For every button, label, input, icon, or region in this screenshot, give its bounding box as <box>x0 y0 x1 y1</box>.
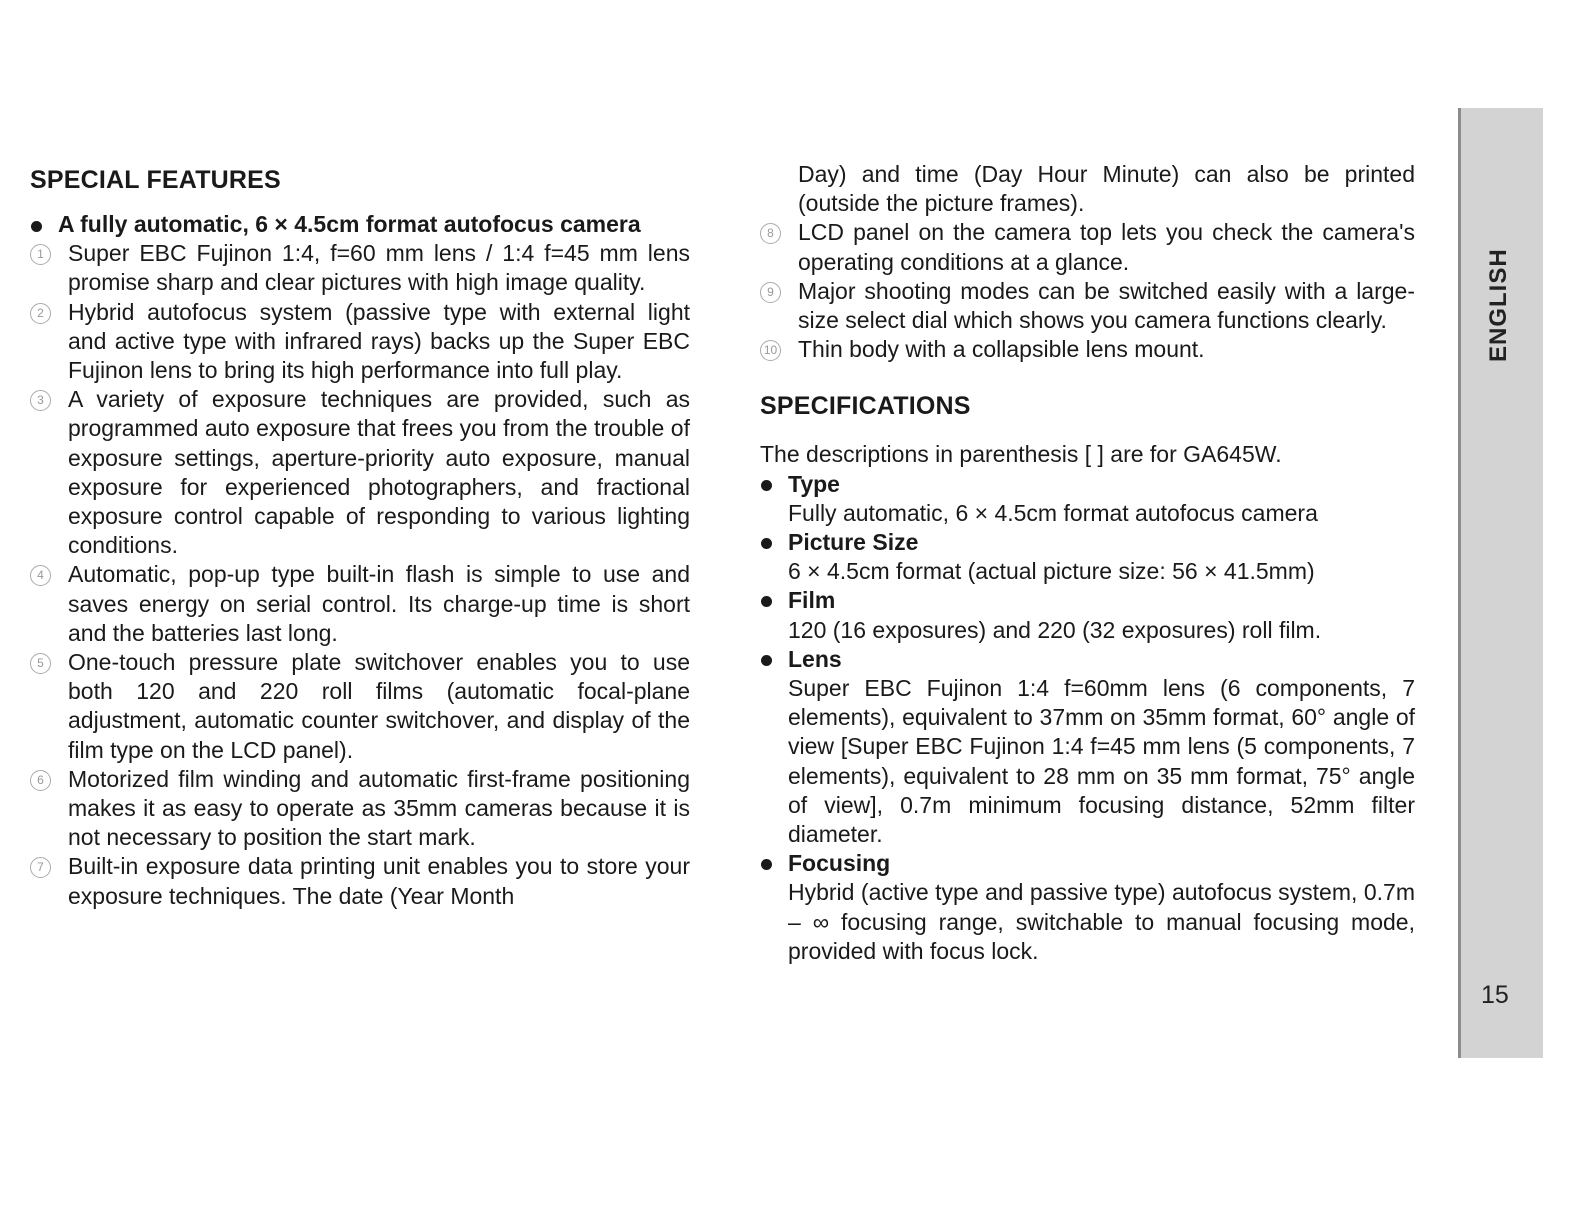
spec-name: Picture Size <box>760 528 1415 557</box>
spec-name: Focusing <box>760 849 1415 878</box>
number-circle-icon: 6 <box>30 770 51 791</box>
language-tab <box>1458 108 1543 1058</box>
number-circle-icon: 8 <box>760 223 781 244</box>
feature-item <box>760 277 1415 335</box>
spec-value: Super EBC Fujinon 1:4 f=60mm lens (6 components, 7 elements), equivalent to 37mm on 35mm format, 60° angle of view [Super EBC Fujinon 1:4 f=45 mm lens (5 components, 7 elements), equivalent to 28 mm on 35 mm format, 75° angle of view], 0.7m minimum focusing distance, 52mm filter diameter. <box>788 675 1415 848</box>
feature-item <box>30 385 690 560</box>
number-circle-icon: 5 <box>30 653 51 674</box>
specifications-intro: The descriptions in parenthesis [ ] are for GA645W. <box>760 441 1282 468</box>
number-circle-icon: 7 <box>30 857 51 878</box>
feature-text: Hybrid autofocus system (passive type with external light and active type with infrared rays) backs up the Super EBC Fujinon lens to bring its high performance into full play. <box>68 298 690 384</box>
spec-value: 120 (16 exposures) and 220 (32 exposures) roll film. <box>788 616 1322 643</box>
spec-name: Film <box>760 586 1415 615</box>
feature-text: Automatic, pop-up type built-in flash is simple to use and saves energy on serial control. Its charge-up time is short and the batteries last long. <box>68 561 690 646</box>
feature-text: A variety of exposure techniques are provided, such as programmed auto exposure that frees you from the trouble of exposure settings, aperture-priority auto exposure, manual exposure for experienced photographers, and fractional exposure control capable of responding to various lighting conditions. <box>68 386 690 559</box>
number-circle-icon: 2 <box>30 303 51 324</box>
feature-item <box>30 852 690 910</box>
spec-name: Lens <box>760 645 1415 674</box>
number-circle-icon: 1 <box>30 244 51 265</box>
spec-value: Hybrid (active type and passive type) autofocus system, 0.7m – ∞ focusing range, switchable to manual focusing mode, provided with focus lock. <box>788 879 1415 964</box>
feature-text: Thin body with a collapsible lens mount. <box>798 336 1205 363</box>
language-label: ENGLISH <box>1485 248 1512 362</box>
special-features-heading: SPECIAL FEATURES <box>30 166 281 194</box>
feature-text: One-touch pressure plate switchover enables you to use both 120 and 220 roll films (automatic focal-plane adjustment, automatic counter switchover, and display of the film type on the LCD panel). <box>68 649 690 763</box>
number-circle-icon: 3 <box>30 390 51 411</box>
number-circle-icon: 10 <box>760 340 781 361</box>
specifications-heading: SPECIFICATIONS <box>760 392 971 421</box>
features-lead: A fully automatic, 6 × 4.5cm format autofocus camera <box>30 210 690 239</box>
spec-item <box>760 849 1415 966</box>
feature-item <box>760 218 1415 276</box>
spec-value: Fully automatic, 6 × 4.5cm format autofocus camera <box>788 499 1318 526</box>
feature-text: Major shooting modes can be switched easily with a large-size select dial which shows you camera functions clearly. <box>798 277 1415 334</box>
feature-text: Motorized film winding and automatic first-frame positioning makes it as easy to operate as 35mm cameras because it is not necessary to position the start mark. <box>68 765 690 851</box>
feature-item <box>30 239 690 297</box>
feature-text: Super EBC Fujinon 1:4, f=60 mm lens / 1:4 f=45 mm lens promise sharp and clear pictures with high image quality. <box>68 240 690 296</box>
number-circle-icon: 9 <box>760 282 781 303</box>
spec-item <box>760 586 1415 644</box>
feature-text: Built-in exposure data printing unit enables you to store your exposure techniques. The date (Year Month <box>68 853 690 909</box>
feature-item <box>760 335 1415 364</box>
page-number: 15 <box>1481 981 1509 1009</box>
spec-item <box>760 645 1415 849</box>
spec-item <box>760 470 1415 528</box>
spec-name: Type <box>760 470 1415 499</box>
feature-text: LCD panel on the camera top lets you check the camera's operating conditions at a glance. <box>798 219 1415 275</box>
right-column <box>760 160 1415 966</box>
spec-value: 6 × 4.5cm format (actual picture size: 56 × 41.5mm) <box>788 558 1315 585</box>
feature-continuation: Day) and time (Day Hour Minute) can also be printed (outside the picture frames). <box>798 161 1415 217</box>
feature-item <box>30 648 690 765</box>
left-column <box>30 160 690 911</box>
number-circle-icon: 4 <box>30 565 51 586</box>
feature-item <box>30 765 690 853</box>
spec-item <box>760 528 1415 586</box>
feature-item <box>30 560 690 648</box>
feature-item <box>30 298 690 386</box>
